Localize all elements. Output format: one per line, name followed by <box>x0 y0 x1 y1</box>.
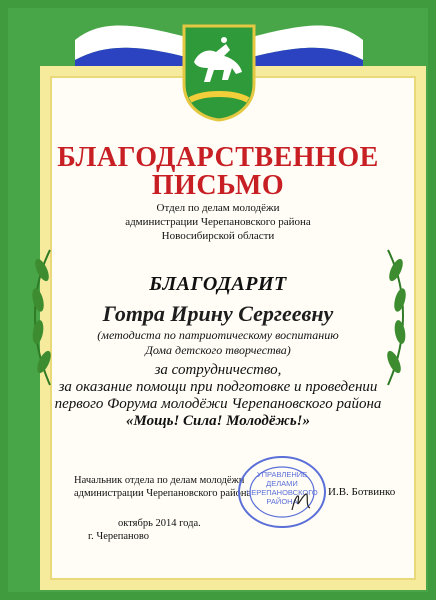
role-line-1: (методиста по патриотическому воспитанию <box>97 328 339 342</box>
org-line-1: Отдел по делам молодёжи <box>156 202 280 214</box>
certificate-title-line1: БЛАГОДАРСТВЕННОЕ <box>57 142 379 173</box>
body-line-3: первого Форума молодёжи Черепановского района <box>54 396 382 412</box>
body-line-1: за сотрудничество, <box>154 362 282 378</box>
stamp-line-1: УПРАВЛЕНИЕ <box>256 470 308 479</box>
stamp-line-3: ЧЕРЕПАНОВСКОГО <box>246 488 318 497</box>
certificate-title-line2: ПИСЬМО <box>151 170 285 201</box>
signer-title-line-2: администрации Черепановского района <box>74 488 252 499</box>
coat-of-arms-icon <box>180 22 258 122</box>
signer-title <box>74 474 251 500</box>
signer-title-line-1: Начальник отдела по делам молодёжи <box>74 475 245 486</box>
role-line-2: Дома детского творчества) <box>145 343 291 357</box>
issue-date: октябрь 2014 года. <box>118 518 201 529</box>
org-line-2: администрации Черепановского района <box>125 216 311 228</box>
signature-icon <box>288 488 314 520</box>
slogan: «Мощь! Сила! Молодёжь!» <box>125 413 311 429</box>
issue-place: г. Черепаново <box>88 531 150 542</box>
body-line-2: за оказание помощи при подготовке и проведении <box>58 379 378 395</box>
org-line-3: Новосибирской области <box>161 230 275 242</box>
recipient-name: Готра Ирину Сергеевну <box>102 301 334 326</box>
signer-name: И.В. Ботвинко <box>328 486 396 498</box>
thanks-heading: БЛАГОДАРИТ <box>149 273 287 295</box>
stamp-line-2: ДЕЛАМИ <box>266 479 298 488</box>
stamp-line-4: РАЙОНА <box>266 497 298 506</box>
official-stamp <box>236 454 328 530</box>
